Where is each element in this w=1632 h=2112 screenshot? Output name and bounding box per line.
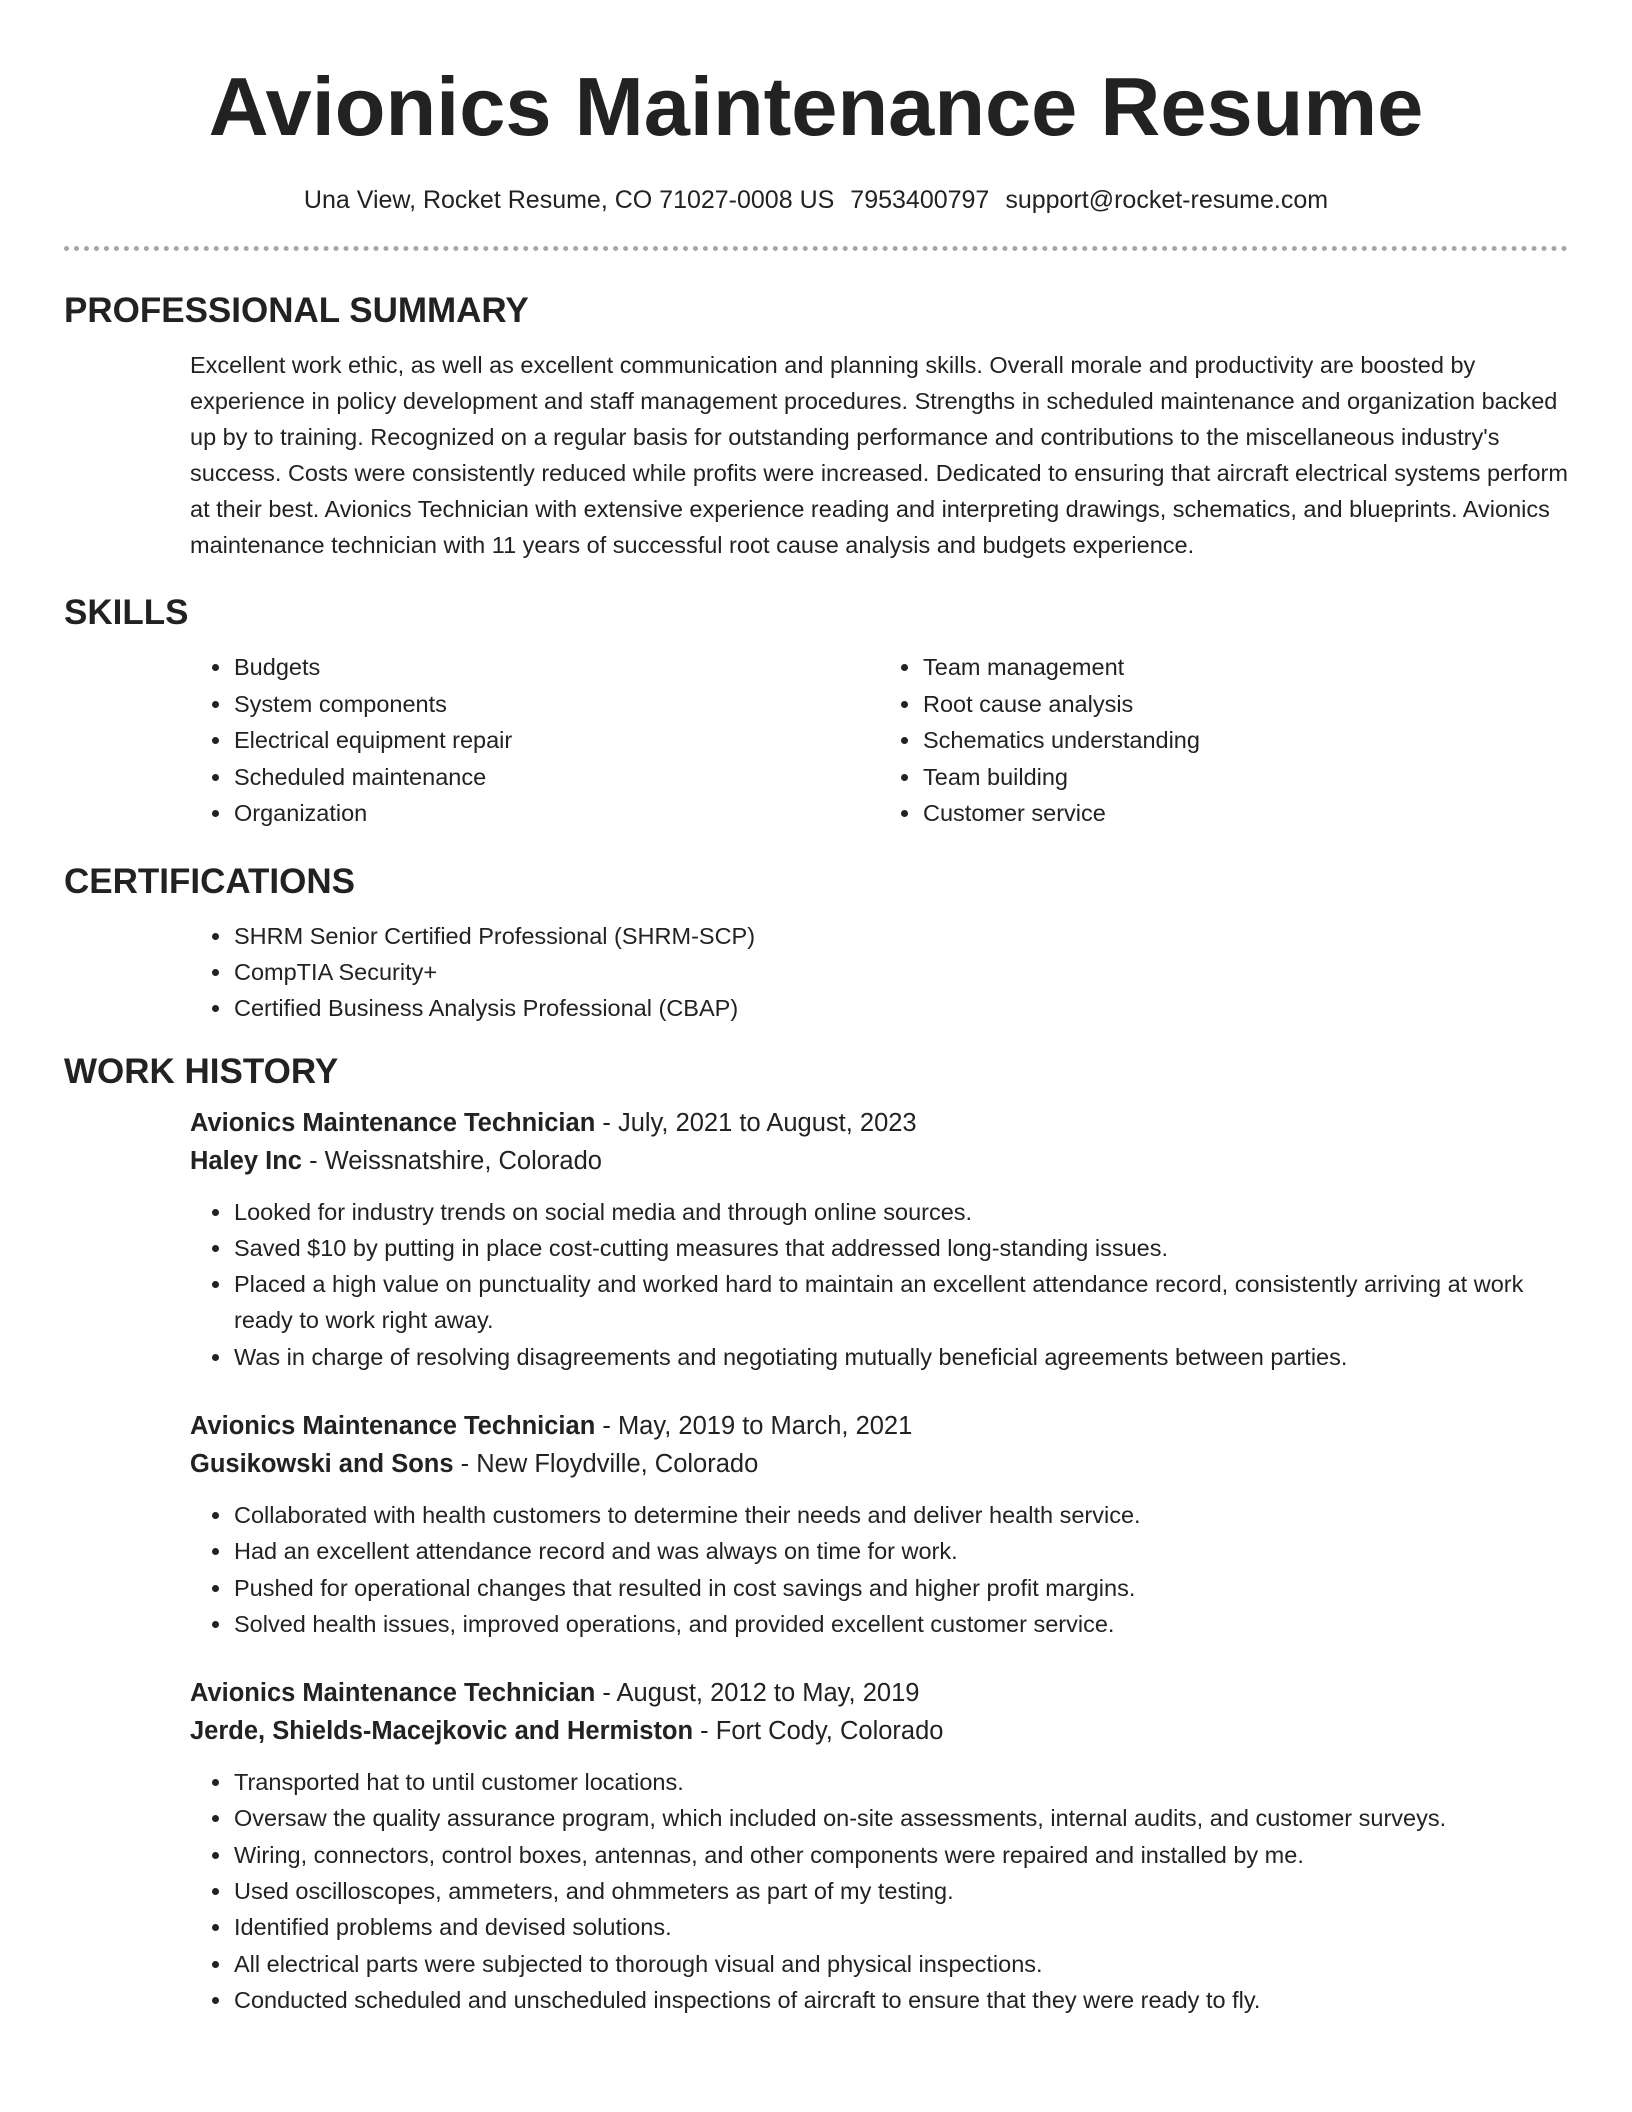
job-dates: - July, 2021 to August, 2023 [595, 1108, 917, 1137]
job-entry [190, 1674, 1568, 2018]
skills-list-right [879, 649, 1568, 832]
job-bullet: • Used oscilloscopes, ammeters, and ohmmeters as part of my testing. [233, 1873, 1568, 1909]
skills-heading: SKILLS [64, 593, 189, 632]
header-divider [64, 246, 1568, 251]
job-bullet: • Collaborated with health customers to determine their needs and deliver health service. [233, 1497, 1568, 1533]
job-entry [190, 1104, 1568, 1375]
contact-email: support@rocket-resume.com [1005, 186, 1329, 214]
work-history-section [64, 1050, 1568, 2019]
skill-item: • Electrical equipment repair [233, 722, 879, 759]
certification-item: • SHRM Senior Certified Professional (SHRM-SCP) [233, 918, 1568, 954]
job-bullet: • Was in charge of resolving disagreements and negotiating mutually beneficial agreements between parties. [233, 1339, 1568, 1375]
certifications-heading: CERTIFICATIONS [64, 861, 356, 901]
job-bullet: • Had an excellent attendance record and was always on time for work. [233, 1533, 1568, 1569]
job-bullet: • All electrical parts were subjected to thorough visual and physical inspections. [233, 1946, 1568, 1982]
skills-list-left [190, 649, 879, 832]
skill-item: • Team building [922, 759, 1568, 796]
resume-page [64, 0, 1568, 2018]
job-title: Avionics Maintenance Technician [190, 1411, 596, 1440]
job-company-line [190, 1142, 1568, 1180]
job-bullet: • Identified problems and devised solutions. [233, 1909, 1568, 1945]
job-bullets [190, 1194, 1568, 1375]
job-bullet: • Solved health issues, improved operations, and provided excellent customer service. [233, 1606, 1568, 1642]
job-bullet: • Saved $10 by putting in place cost-cutting measures that addressed long-standing issues. [233, 1230, 1568, 1266]
job-bullet: • Pushed for operational changes that resulted in cost savings and higher profit margins. [233, 1570, 1568, 1606]
job-dates: - August, 2012 to May, 2019 [595, 1679, 920, 1708]
skills-grid [190, 649, 1568, 832]
contact-phone: 7953400797 [850, 186, 990, 214]
certifications-list [190, 918, 1568, 1026]
job-dates: - May, 2019 to March, 2021 [595, 1411, 913, 1440]
job-bullet: • Conducted scheduled and unscheduled inspections of aircraft to ensure that they were ready to fly. [233, 1982, 1568, 2018]
skill-item: • Scheduled maintenance [233, 759, 879, 796]
skill-item: • Budgets [233, 649, 879, 686]
summary-heading: PROFESSIONAL SUMMARY [64, 291, 529, 330]
job-title-line [190, 1407, 1568, 1445]
job-bullet: • Looked for industry trends on social media and through online sources. [233, 1194, 1568, 1230]
job-company-line [190, 1445, 1568, 1483]
job-title: Avionics Maintenance Technician [190, 1679, 596, 1708]
job-bullets [190, 1497, 1568, 1642]
job-location: - Weissnatshire, Colorado [301, 1146, 602, 1175]
job-bullet: • Wiring, connectors, control boxes, antennas, and other components were repaired and installed by me. [233, 1837, 1568, 1873]
job-company: Haley Inc [190, 1146, 302, 1175]
summary-section [64, 289, 1568, 563]
certification-item: • CompTIA Security+ [233, 954, 1568, 990]
job-location: - Fort Cody, Colorado [693, 1717, 944, 1746]
summary-text: Excellent work ethic, as well as excellent communication and planning skills. Overall morale and productivity are boosted by experience in policy development and staff management procedures. Strengths in scheduled maintenance and organization backed up by to training. Recognized on a regular basis for outstanding performance and contributions to the miscellaneous industry's success. Costs were consistently reduced while profits were increased. Dedicated to ensuring that aircraft electrical systems perform at their best. Avionics Technician with extensive experience reading and interpreting drawings, schematics, and blueprints. Avionics maintenance technician with 11 years of successful root cause analysis and budgets experience. [190, 352, 1568, 558]
certifications-section [64, 860, 1568, 1026]
skill-item: • Organization [233, 795, 879, 832]
job-bullets [190, 1764, 1568, 2018]
certification-item: • Certified Business Analysis Professional (CBAP) [233, 990, 1568, 1026]
job-company: Gusikowski and Sons [190, 1449, 454, 1478]
job-company: Jerde, Shields-Macejkovic and Hermiston [190, 1717, 694, 1746]
skill-item: • Customer service [922, 795, 1568, 832]
job-company-line [190, 1712, 1568, 1750]
job-title-line [190, 1104, 1568, 1142]
job-bullet: • Oversaw the quality assurance program, which included on-site assessments, internal audits, and customer surveys. [233, 1800, 1568, 1836]
skill-item: • Team management [922, 649, 1568, 686]
job-location: - New Floydville, Colorado [453, 1449, 759, 1478]
job-bullet: • Placed a high value on punctuality and worked hard to maintain an excellent attendance record, consistently arriving at work ready to work right away. [233, 1266, 1568, 1339]
skills-section [64, 591, 1568, 832]
contact-address: Una View, Rocket Resume, CO 71027-0008 US [303, 186, 835, 214]
job-title-line [190, 1674, 1568, 1712]
job-title: Avionics Maintenance Technician [190, 1108, 596, 1137]
skill-item: • Root cause analysis [922, 686, 1568, 723]
job-bullet: • Transported hat to until customer locations. [233, 1764, 1568, 1800]
skill-item: • System components [233, 686, 879, 723]
resume-name: Avionics Maintenance Resume [208, 60, 1424, 153]
job-entry [190, 1407, 1568, 1642]
work-history-heading: WORK HISTORY [64, 1051, 339, 1091]
contact-line [64, 184, 1568, 216]
skill-item: • Schematics understanding [922, 722, 1568, 759]
